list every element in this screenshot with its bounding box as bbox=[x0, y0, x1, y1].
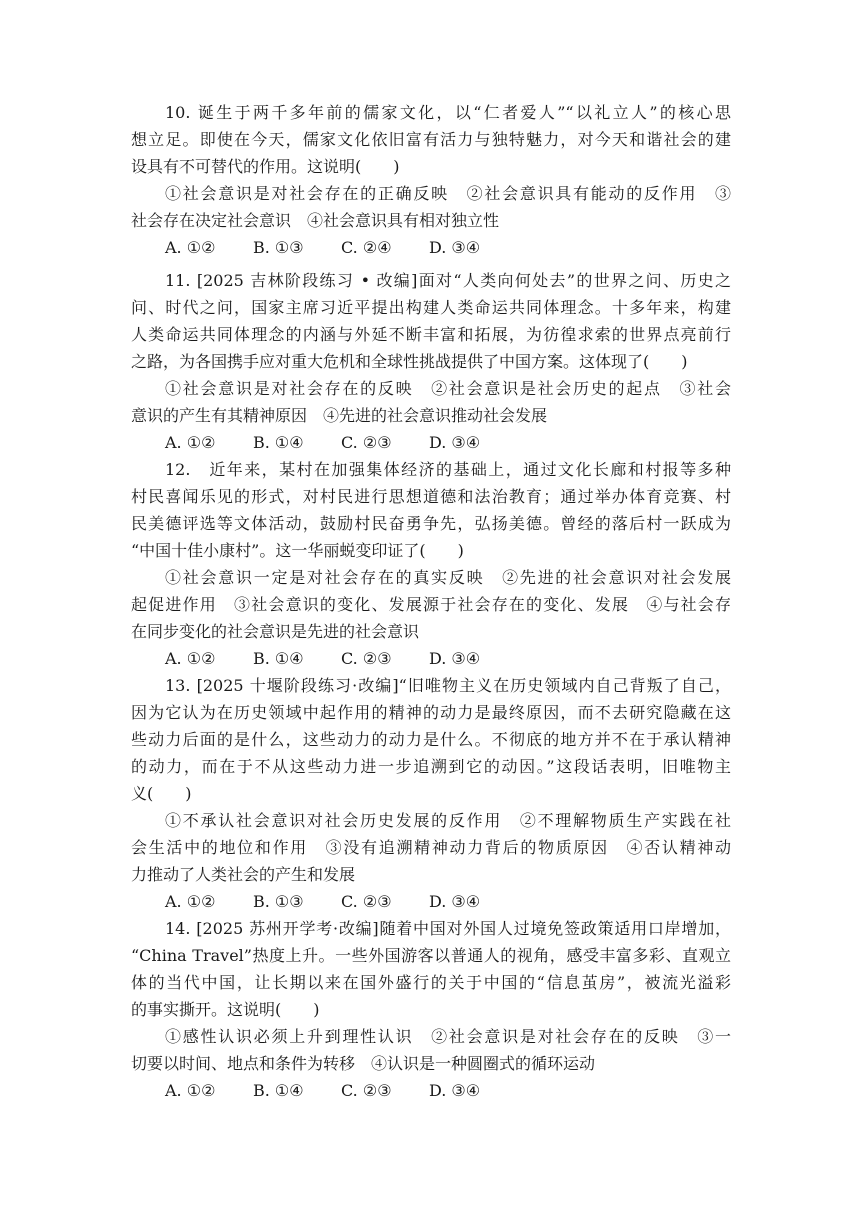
question-stem-line: 10. 诞生于两千多年前的儒家文化，以“仁者爱人”“以礼立人”的核心思 bbox=[165, 103, 731, 122]
choice-a: A. ①② bbox=[165, 238, 216, 257]
option-statement-line: ①社会意识一定是对社会存在的真实反映 ②先进的社会意识对社会发展 bbox=[165, 568, 731, 587]
answer-choices bbox=[131, 888, 731, 915]
question-stem-line: 体的当代中国，让长期以来在国外盛行的关于中国的“信息茧房”，被流光溢彩 bbox=[131, 973, 731, 992]
option-statement-line: 在同步变化的社会意识是先进的社会意识 bbox=[131, 622, 420, 641]
choice-b: B. ①③ bbox=[253, 238, 304, 257]
option-statement-line: ①不承认社会意识对社会历史发展的反作用 ②不理解物质生产实践在社 bbox=[165, 811, 731, 830]
option-statement-line: ①感性认识必须上升到理性认识 ②社会意识是对社会存在的反映 ③一 bbox=[165, 1027, 731, 1046]
option-statement-line: ①社会意识是对社会存在的反映 ②社会意识是社会历史的起点 ③社会 bbox=[165, 379, 731, 398]
question-13 bbox=[131, 672, 731, 915]
question-11 bbox=[131, 267, 731, 456]
choice-c: C. ②③ bbox=[341, 433, 392, 452]
question-stem-line: “China Travel”热度上升。一些外国游客以普通人的视角，感受丰富多彩、直观立 bbox=[131, 946, 731, 965]
question-14 bbox=[131, 915, 731, 1104]
question-12 bbox=[131, 456, 731, 672]
choice-d: D. ③④ bbox=[429, 649, 481, 668]
question-stem-line: 民美德评选等文体活动，鼓励村民奋勇争先，弘扬美德。曾经的落后村一跃成为 bbox=[131, 514, 731, 533]
question-stem-line: 14. [2025 苏州开学考·改编]随着中国对外国人过境免签政策适用口岸增加， bbox=[165, 919, 731, 938]
answer-choices bbox=[131, 645, 731, 672]
choice-c: C. ②③ bbox=[341, 892, 392, 911]
choice-c: C. ②③ bbox=[341, 649, 392, 668]
question-stem-line: 义( ) bbox=[131, 784, 192, 803]
option-statement-line: 起促进作用 ③社会意识的变化、发展源于社会存在的变化、发展 ④与社会存 bbox=[131, 595, 731, 614]
question-stem-line: 13. [2025 十堰阶段练习·改编]“旧唯物主义在历史领域内自己背叛了自己， bbox=[165, 676, 731, 695]
answer-choices bbox=[131, 234, 731, 261]
question-stem-line: 些动力后面的是什么，这些动力的动力是什么。不彻底的地方并不在于承认精神 bbox=[131, 730, 731, 749]
answer-choices bbox=[131, 1077, 731, 1104]
choice-c: C. ②③ bbox=[341, 1081, 392, 1100]
question-stem-line: 因为它认为在历史领域中起作用的精神的动力是最终原因，而不去研究隐藏在这 bbox=[131, 703, 731, 722]
question-stem-line: “中国十佳小康村”。这一华丽蜕变印证了( ) bbox=[131, 541, 464, 560]
question-stem-line: 的动力，而在于不从这些动力进一步追溯到它的动因。”这段话表明，旧唯物主 bbox=[131, 757, 731, 776]
choice-d: D. ③④ bbox=[429, 892, 481, 911]
question-10 bbox=[131, 99, 731, 261]
question-stem-line: 12. 近年来，某村在加强集体经济的基础上，通过文化长廊和村报等多种 bbox=[165, 460, 731, 479]
question-stem-line: 的事实撕开。这说明( ) bbox=[131, 1000, 320, 1019]
answer-choices bbox=[131, 429, 731, 456]
question-stem-line: 人类命运共同体理念的内涵与外延不断丰富和拓展，为彷徨求索的世界点亮前行 bbox=[131, 325, 731, 344]
choice-a: A. ①② bbox=[165, 649, 216, 668]
choice-a: A. ①② bbox=[165, 1081, 216, 1100]
choice-d: D. ③④ bbox=[429, 1081, 481, 1100]
question-stem-line: 设具有不可替代的作用。这说明( ) bbox=[131, 157, 400, 176]
choice-d: D. ③④ bbox=[429, 238, 481, 257]
option-statement-line: 意识的产生有其精神原因 ④先进的社会意识推动社会发展 bbox=[131, 406, 548, 425]
choice-b: B. ①③ bbox=[253, 892, 304, 911]
question-stem-line: 村民喜闻乐见的形式，对村民进行思想道德和法治教育；通过举办体育竞赛、村 bbox=[131, 487, 731, 506]
question-stem-line: 问、时代之问，国家主席习近平提出构建人类命运共同体理念。十多年来，构建 bbox=[131, 298, 731, 317]
choice-a: A. ①② bbox=[165, 892, 216, 911]
choice-b: B. ①④ bbox=[253, 433, 304, 452]
option-statement-line: ①社会意识是对社会存在的正确反映 ②社会意识具有能动的反作用 ③ bbox=[165, 184, 731, 203]
option-statement-line: 切要以时间、地点和条件为转移 ④认识是一种圆圈式的循环运动 bbox=[131, 1054, 596, 1073]
question-stem-line: 11. [2025 吉林阶段练习 • 改编]面对“人类向何处去”的世界之问、历史之 bbox=[165, 271, 731, 290]
question-stem-line: 之路，为各国携手应对重大危机和全球性挑战提供了中国方案。这体现了( ) bbox=[131, 352, 688, 371]
choice-c: C. ②④ bbox=[341, 238, 392, 257]
option-statement-line: 会生活中的地位和作用 ③没有追溯精神动力背后的物质原因 ④否认精神动 bbox=[131, 838, 731, 857]
choice-d: D. ③④ bbox=[429, 433, 481, 452]
option-statement-line: 力推动了人类社会的产生和发展 bbox=[131, 865, 356, 884]
choice-a: A. ①② bbox=[165, 433, 216, 452]
choice-b: B. ①④ bbox=[253, 649, 304, 668]
question-stem-line: 想立足。即使在今天，儒家文化依旧富有活力与独特魅力，对今天和谐社会的建 bbox=[131, 130, 731, 149]
choice-b: B. ①④ bbox=[253, 1081, 304, 1100]
option-statement-line: 社会存在决定社会意识 ④社会意识具有相对独立性 bbox=[131, 211, 500, 230]
